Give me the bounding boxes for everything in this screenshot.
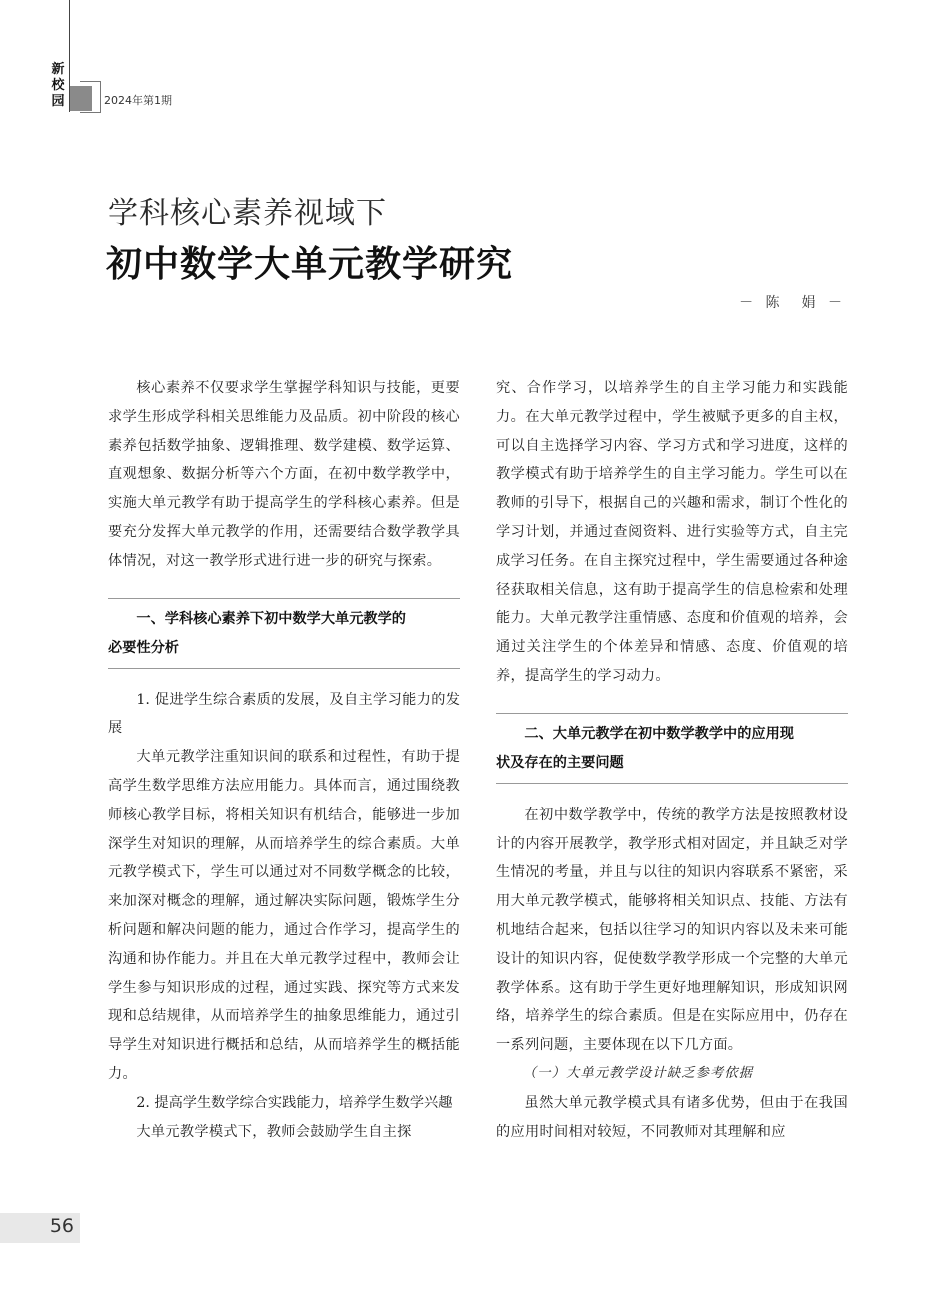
article-title: 初中数学大单元教学研究 [106,243,514,285]
article-subtitle: 学科核心素养视域下 [108,196,387,231]
section-heading-1-line1: 一、学科核心素养下初中数学大单元教学的 [136,610,406,627]
section-heading-2 [496,713,848,784]
section-heading-1 [108,598,460,669]
body-paragraph: 虽然大单元教学模式具有诸多优势，但由于在我国的应用时间相对较短，不同教师对其理解和应 [496,1094,848,1140]
issue-label: 2024年第1期 [104,94,172,107]
subheading-3: （一）大单元教学设计缺乏参考依据 [522,1065,754,1081]
section-heading-2-line1: 二、大单元教学在初中数学教学中的应用现 [524,725,794,742]
journal-name-char: 新 [51,62,65,77]
subheading-2: 2. 提高学生数学综合实践能力，培养学生数学兴趣 [136,1094,453,1111]
section-heading-1-line2: 必要性分析 [108,639,179,656]
header-gray-block [70,86,92,111]
body-paragraph: 在初中数学教学中，传统的教学方法是按照教材设计的内容开展教学，教学形式相对固定，并且缺乏对学生情况的考量，并且与以往的知识内容联系不紧密，采用大单元教学模式，能够将相关知识点、技能、方法有机地结合起来，包括以往学习的知识内容以及未来可能设计的知识内容，促使数学教学形成一个完整的大单元教学体系。这有助于学生更好地理解知识，形成知识网络，培养学生的综合素质。但是在实际应用中，仍存在一系列问题，主要体现在以下几方面。 [496,806,848,1054]
author: － 陈 娟 － [739,295,846,311]
section-heading-2-line2: 状及存在的主要问题 [496,754,624,771]
journal-name [50,62,66,110]
body-paragraph: 大单元教学注重知识间的联系和过程性，有助于提高学生数学思维方法应用能力。具体而言，通过围绕教师核心教学目标，将相关知识有机结合，能够进一步加深学生对知识的理解，从而培养学生的综合素质。大单元教学模式下，学生可以通过对不同数学概念的比较，来加深对概念的理解，通过解决实际问题，锻炼学生分析问题和解决问题的能力，通过合作学习，提高学生的沟通和协作能力。并且在大单元教学过程中，教师会让学生参与知识形成的过程，通过实践、探究等方式来发现和总结规律，从而培养学生的抽象思维能力，通过引导学生对知识进行概括和总结，从而培养学生的概括能力。 [108,749,460,1082]
page-number-box [0,1213,80,1243]
subheading-1: 1. 促进学生综合素质的发展，及自主学习能力的发展 [108,691,460,737]
intro-paragraph: 核心素养不仅要求学生掌握学科知识与技能，更要求学生形成学科相关思维能力及品质。初中阶段的核心素养包括数学抽象、逻辑推理、数学建模、数学运算、直观想象、数据分析等六个方面，在初中数学教学中，实施大单元教学有助于提高学生的学科核心素养。但是要充分发挥大单元教学的作用，还需要结合数学教学具体情况，对这一教学形式进行进一步的研究与探索。 [108,380,460,569]
right-column [496,374,848,1146]
body-paragraph: 大单元教学模式下，教师会鼓励学生自主探 [136,1123,412,1140]
body-paragraph-continued: 究、合作学习，以培养学生的自主学习能力和实践能力。在大单元教学过程中，学生被赋予更多的自主权，可以自主选择学习内容、学习方式和学习进度，这样的教学模式有助于培养学生的自主学习能力。学生可以在教师的引导下，根据自己的兴趣和需求，制订个性化的学习计划，并通过查阅资料、进行实验等方式，自主完成学习任务。在自主探究过程中，学生需要通过各种途径获取相关信息，这有助于提高学生的信息检索和处理能力。大单元教学注重情感、态度和价值观的培养，会通过关注学生的个体差异和情感、态度、价值观的培养，提高学生的学习动力。 [496,380,848,684]
journal-name-char: 校 [51,78,65,93]
page-number: 56 [49,1215,74,1237]
journal-name-char: 园 [51,94,65,109]
left-column [108,374,460,1146]
